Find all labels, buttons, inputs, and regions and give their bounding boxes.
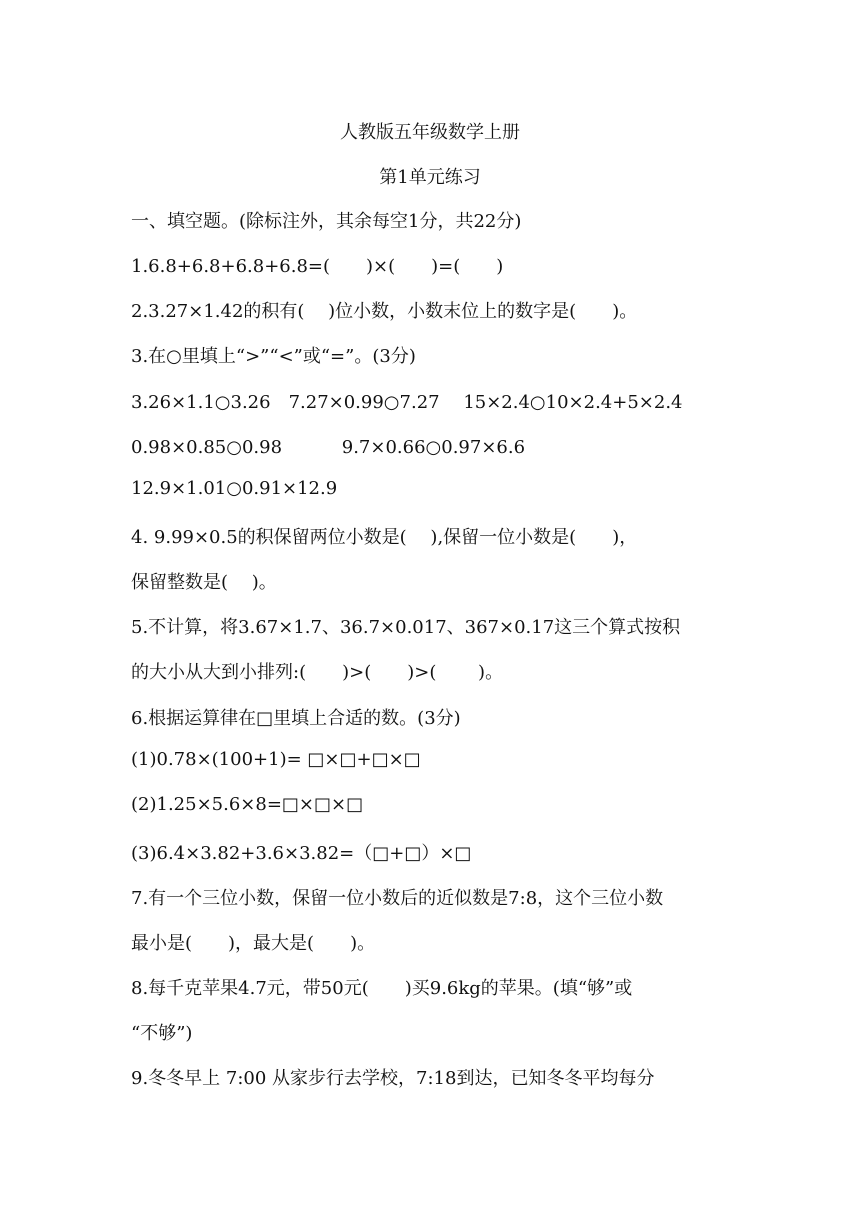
question-line: 8.每千克苹果4.7元，带50元( )买9.6kg的苹果。(填“够”或 bbox=[131, 978, 633, 999]
section-heading: 一、填空题。(除标注外，其余每空1分，共22分) bbox=[131, 211, 522, 232]
question-line: “不够”) bbox=[131, 1023, 193, 1044]
document-subtitle: 第1单元练习 bbox=[379, 167, 481, 188]
question-line: (1)0.78×(100+1)= □×□+□×□ bbox=[131, 749, 421, 770]
question-line: 1.6.8+6.8+6.8+6.8=( )×( )=( ) bbox=[131, 256, 504, 277]
question-line: 3.26×1.1○3.26 7.27×0.99○7.27 15×2.4○10×2.4+5×2.4 bbox=[131, 392, 683, 413]
question-line: 保留整数是( )。 bbox=[131, 572, 277, 593]
question-line: 9.冬冬早上 7:00 从家步行去学校，7:18到达，已知冬冬平均每分 bbox=[131, 1068, 655, 1089]
question-line: 7.有一个三位小数，保留一位小数后的近似数是7:8，这个三位小数 bbox=[131, 888, 664, 909]
question-line: 3.在○里填上“>”“<”或“=”。(3分) bbox=[131, 346, 416, 367]
question-line: 12.9×1.01○0.91×12.9 bbox=[131, 478, 338, 499]
question-line: 6.根据运算律在□里填上合适的数。(3分) bbox=[131, 708, 461, 729]
question-line: 0.98×0.85○0.98 9.7×0.66○0.97×6.6 bbox=[131, 437, 526, 458]
question-line: 的大小从大到小排列:( )>( )>( )。 bbox=[131, 662, 504, 683]
document-title: 人教版五年级数学上册 bbox=[340, 122, 520, 143]
question-line: (2)1.25×5.6×8=□×□×□ bbox=[131, 794, 364, 815]
question-line: 最小是( )，最大是( )。 bbox=[131, 933, 376, 954]
question-line: 2.3.27×1.42的积有( )位小数，小数末位上的数字是( )。 bbox=[131, 301, 638, 322]
question-line: 5.不计算，将3.67×1.7、36.7×0.017、367×0.17这三个算式按积 bbox=[131, 617, 681, 638]
question-line: (3)6.4×3.82+3.6×3.82=（□+□）×□ bbox=[131, 843, 472, 864]
question-line: 4. 9.99×0.5的积保留两位小数是( ),保留一位小数是( )， bbox=[131, 527, 638, 548]
